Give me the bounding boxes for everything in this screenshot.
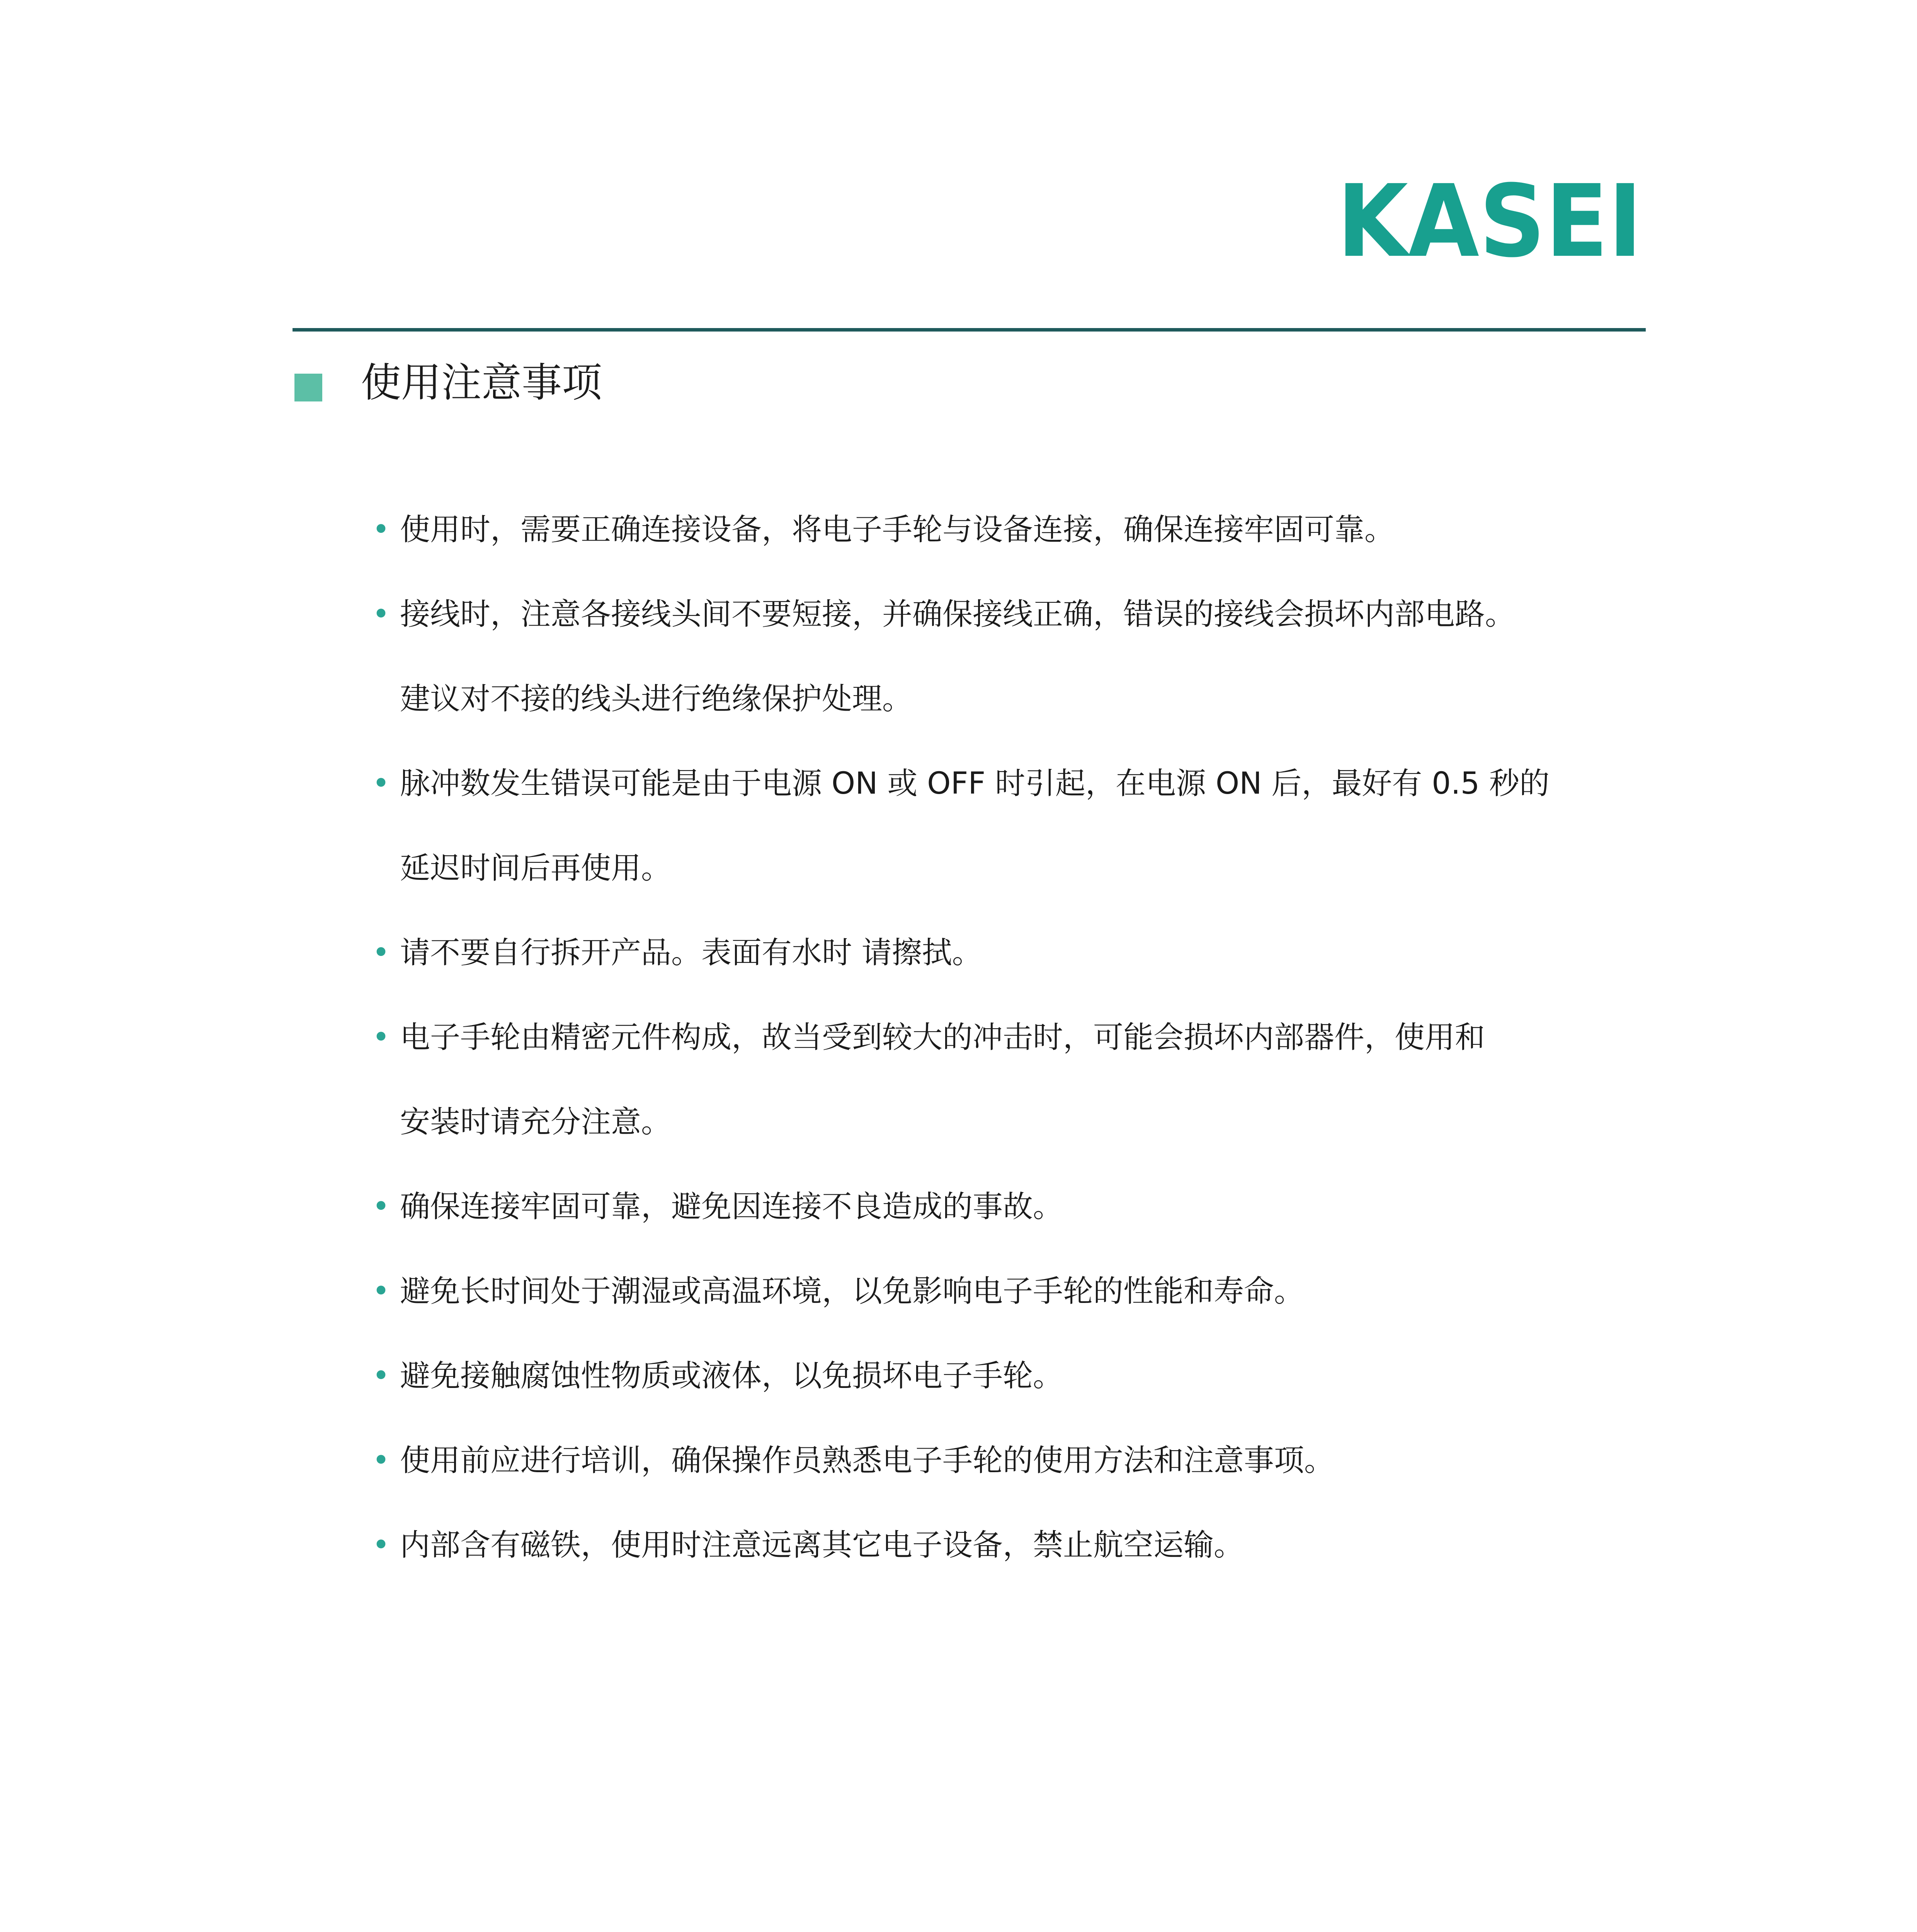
list-item	[369, 572, 1644, 742]
bullet-dot-icon: •	[372, 1528, 390, 1563]
bullet-dot-icon: •	[372, 1274, 390, 1309]
bullet-dot-icon: •	[372, 1359, 390, 1393]
list-item-text: 使用前应进行培训，确保操作员熟悉电子手轮的使用方法和注意事项。	[400, 1443, 1335, 1478]
list-item-text: 脉冲数发生错误可能是由于电源 ON 或 OFF 时引起，在电源 ON 后，最好有 0.5 秒的 延迟时间后再使用。	[400, 766, 1550, 886]
bullet-dot-icon: •	[372, 512, 390, 547]
bullet-dot-icon: •	[372, 766, 390, 801]
list-item	[369, 995, 1644, 1165]
list-item	[369, 1165, 1644, 1249]
bullet-dot-icon: •	[372, 1443, 390, 1478]
list-item	[369, 742, 1644, 911]
list-item-text: 接线时，注意各接线头间不要短接，并确保接线正确，错误的接线会损坏内部电路。 建议对不接的线头进行绝缘保护处理。	[400, 597, 1516, 716]
list-item-text: 内部含有磁铁，使用时注意远离其它电子设备，禁止航空运输。	[400, 1528, 1244, 1563]
list-item-text: 避免接触腐蚀性物质或液体，以免损坏电子手轮。	[400, 1359, 1063, 1393]
kasei-logo	[1335, 179, 1644, 267]
list-item	[369, 1503, 1644, 1588]
list-item-text: 电子手轮由精密元件构成，故当受到较大的冲击时，可能会损坏内部器件，使用和 安装时请充分注意。	[400, 1020, 1485, 1139]
list-item-text: 使用时，需要正确连接设备，将电子手轮与设备连接，确保连接牢固可靠。	[400, 512, 1395, 547]
list-item-text: 避免长时间处于潮湿或高温环境，以免影响电子手轮的性能和寿命。	[400, 1274, 1305, 1309]
bullet-dot-icon: •	[372, 935, 390, 970]
list-item	[369, 911, 1644, 995]
section-marker	[294, 374, 322, 401]
bullet-dot-icon: •	[372, 1189, 390, 1224]
bullet-dot-icon: •	[372, 1020, 390, 1055]
bullet-dot-icon: •	[372, 597, 390, 632]
list-item	[369, 1418, 1644, 1503]
kasei-logo-text: KASEI	[1337, 179, 1642, 267]
list-item-text: 确保连接牢固可靠，避免因连接不良造成的事故。	[400, 1189, 1063, 1224]
header-rule	[293, 328, 1646, 332]
list-item	[369, 1334, 1644, 1418]
section-title: 使用注意事项	[361, 359, 602, 406]
list-item-text: 请不要自行拆开产品。表面有水时 请擦拭。	[400, 935, 982, 970]
list-item	[369, 1249, 1644, 1334]
precautions-list	[369, 488, 1644, 1588]
list-item	[369, 488, 1644, 572]
